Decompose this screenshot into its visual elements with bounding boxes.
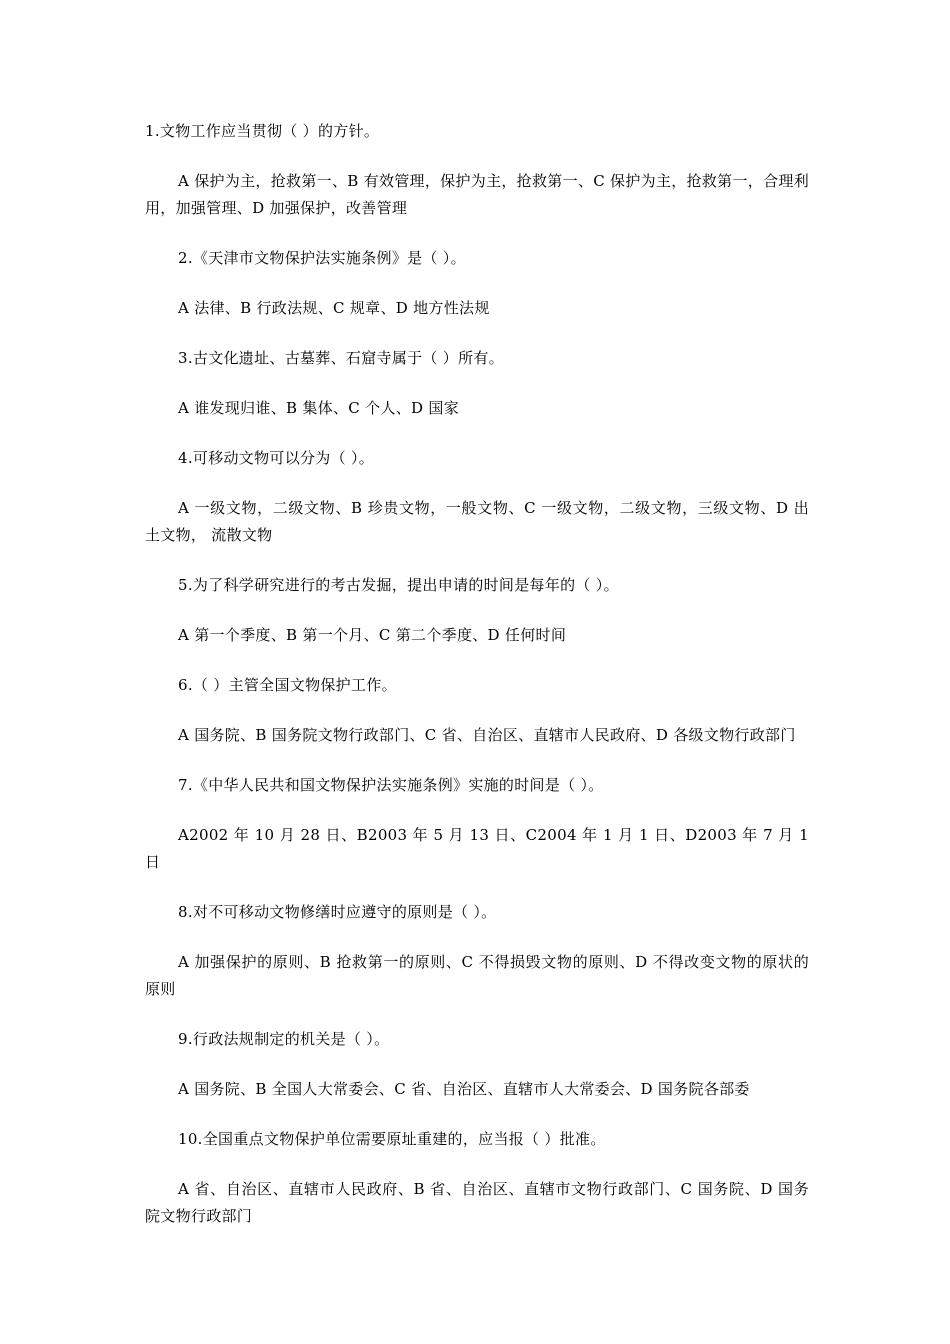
question-4: 4.可移动文物可以分为（ ）。 — [178, 449, 375, 467]
question-8: 8.对不可移动文物修缮时应遵守的原则是（ ）。 — [178, 903, 497, 921]
question-2: 2.《天津市文物保护法实施条例》是（ ）。 — [178, 249, 466, 267]
options-2: A 法律、B 行政法规、C 规章、D 地方性法规 — [178, 299, 490, 317]
options-3: A 谁发现归谁、B 集体、C 个人、D 国家 — [178, 399, 460, 417]
options-4: A 一级文物，二级文物、B 珍贵文物，一般文物、C 一级文物，二级文物，三级文物、D 出土文物， 流散文物 — [145, 499, 809, 544]
options-10: A 省、自治区、直辖市人民政府、B 省、自治区、直辖市文物行政部门、C 国务院、D 国务院文物行政部门 — [145, 1180, 809, 1225]
question-10: 10.全国重点文物保护单位需要原址重建的，应当报（ ）批准。 — [178, 1130, 606, 1148]
options-5: A 第一个季度、B 第一个月、C 第二个季度、D 任何时间 — [178, 626, 567, 644]
question-9: 9.行政法规制定的机关是（ ）。 — [178, 1030, 390, 1048]
question-7: 7.《中华人民共和国文物保护法实施条例》实施的时间是（ ）。 — [178, 776, 604, 794]
document-body — [145, 118, 809, 1253]
question-5: 5.为了科学研究进行的考古发掘，提出申请的时间是每年的（ ）。 — [178, 576, 619, 594]
question-1: 1.文物工作应当贯彻（ ）的方针。 — [145, 122, 380, 140]
options-6: A 国务院、B 国务院文物行政部门、C 省、自治区、直辖市人民政府、D 各级文物行政部门 — [178, 726, 796, 744]
options-1: A 保护为主，抢救第一、B 有效管理，保护为主，抢救第一、C 保护为主，抢救第一，合理利用，加强管理、D 加强保护，改善管理 — [145, 172, 809, 217]
question-3: 3.古文化遗址、古墓葬、石窟寺属于（ ）所有。 — [178, 349, 504, 367]
question-6: 6.（ ）主管全国文物保护工作。 — [178, 676, 397, 694]
options-9: A 国务院、B 全国人大常委会、C 省、自治区、直辖市人大常委会、D 国务院各部委 — [178, 1080, 750, 1098]
options-8: A 加强保护的原则、B 抢救第一的原则、C 不得损毁文物的原则、D 不得改变文物的原状的原则 — [145, 953, 809, 998]
options-7: A2002 年 10 月 28 日、B2003 年 5 月 13 日、C2004 年 1 月 1 日、D2003 年 7 月 1 日 — [145, 826, 809, 871]
